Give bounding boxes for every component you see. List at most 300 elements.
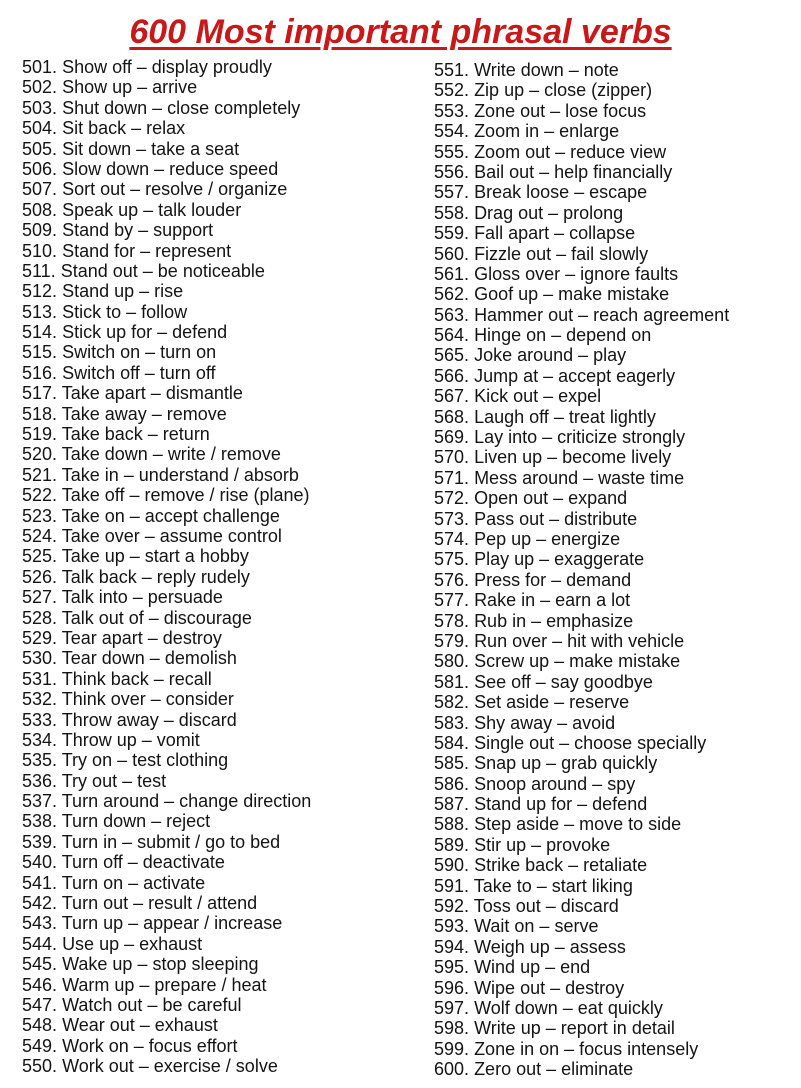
list-item [22,771,311,791]
phrasal-verb: Play up [474,549,535,570]
phrasal-verb: Zero out [474,1059,542,1080]
item-number: 549. [22,1035,58,1056]
verb-meaning: remove [166,403,227,424]
item-number: 548. [22,1015,58,1036]
item-number: 566. [434,365,470,386]
dash-separator: – [573,345,594,366]
verb-meaning: vomit [156,729,200,750]
page-title: 600 Most important phrasal verbs [129,13,672,51]
verb-meaning: test clothing [132,750,229,771]
list-item [434,121,729,141]
item-number: 597. [434,997,470,1018]
item-number: 552. [434,80,470,101]
phrasal-verb: Run over [474,630,548,651]
list-item [434,529,729,549]
list-item [434,264,729,284]
list-item [434,978,729,998]
phrasal-verb: Pep up [474,528,532,549]
dash-separator: – [530,671,551,692]
dash-separator: – [142,627,163,648]
dash-separator: – [546,325,567,346]
item-number: 588. [434,814,470,835]
item-number: 541. [22,872,58,893]
verb-meaning: support [153,220,214,241]
item-number: 572. [434,488,470,509]
item-number: 565. [434,345,470,366]
dash-separator: – [552,712,573,733]
phrasal-verb: Switch on [62,342,141,363]
phrasal-verb: Stand out [60,260,138,281]
verb-meaning: submit / go to bed [137,831,281,852]
phrasal-verb: Take in [61,464,119,485]
item-number: 542. [22,893,58,914]
verb-meaning: exhaust [139,933,203,954]
phrasal-verb: Stick up for [62,322,153,343]
list-item [434,611,729,631]
phrasal-verb: Watch out [62,994,143,1015]
item-number: 581. [434,671,470,692]
phrasal-verb: Take over [61,525,140,546]
list-item [22,383,311,403]
verb-meaning: escape [589,182,648,203]
dash-separator: – [131,57,152,77]
dash-separator: – [541,753,562,774]
list-item [434,162,729,182]
list-item [22,567,311,587]
dash-separator: – [133,220,154,241]
verb-meaning: talk louder [158,199,242,220]
phrasal-verb: Sort out [62,179,126,200]
phrasal-verb: Zoom in [474,121,540,142]
item-number: 598. [434,1018,470,1039]
verb-meaning: consider [165,689,234,710]
phrasal-verb: Wipe out [474,977,546,998]
phrasal-verb: Turn in [61,831,118,852]
phrasal-verb: Toss out [473,896,541,917]
verb-meaning: return [162,424,210,445]
list-item [434,957,729,977]
phrasal-verb: Turn down [61,811,147,832]
verb-meaning: depend on [566,325,652,346]
item-number: 515. [22,342,58,363]
dash-separator: – [545,977,566,998]
item-number: 535. [22,750,58,771]
verb-meaning: close (zipper) [544,80,653,101]
list-item [434,1039,729,1059]
phrasal-verb: Take to [473,875,532,896]
phrasal-verb: Sit back [62,118,127,139]
verb-meaning: distribute [564,508,638,529]
verb-meaning: play [593,345,627,366]
item-number: 569. [434,427,470,448]
dash-separator: – [138,199,159,220]
phrasal-verb: Try on [61,750,113,771]
phrasal-verb: Think over [61,689,146,710]
verb-meaning: spy [607,773,636,794]
item-number: 593. [434,916,470,937]
dash-separator: – [117,831,138,852]
item-number: 513. [22,301,58,322]
verb-meaning: earn a lot [555,590,631,611]
phrasal-verb: Hammer out [474,304,574,325]
dash-separator: – [540,957,561,978]
phrasal-verb: Liven up [474,447,543,468]
item-number: 554. [434,121,470,142]
list-item [22,954,311,974]
list-item [22,363,311,383]
phrasal-verb: Throw up [61,729,137,750]
item-number: 525. [22,546,58,567]
phrasal-verb: Drag out [474,202,544,223]
phrasal-verb: Show off [62,57,132,77]
verb-meaning: treat lightly [568,406,656,427]
dash-separator: – [144,648,165,669]
list-item [22,424,311,444]
dash-separator: – [123,913,144,934]
dash-separator: – [134,281,155,302]
verb-meaning: appear / increase [143,913,283,934]
dash-separator: – [554,732,575,753]
list-item [22,261,311,281]
dash-separator: – [136,729,157,750]
verb-meaning: stop sleeping [152,954,259,975]
phrasal-verb: Switch off [62,362,140,383]
dash-separator: – [134,1015,155,1036]
list-item [434,692,729,712]
dash-separator: – [139,525,160,546]
verb-meaning: reduce speed [169,158,279,179]
item-number: 550. [22,1056,58,1077]
list-item [22,852,311,872]
phrasal-verb: Take apart [61,383,146,404]
item-number: 507. [22,179,58,200]
list-item [22,139,311,159]
verb-meaning: prolong [563,202,624,223]
item-number: 557. [434,182,470,203]
verb-meaning: destroy [565,977,625,998]
verb-meaning: display proudly [151,57,272,77]
phrasal-verb: Mess around [474,467,579,488]
item-number: 579. [434,630,470,651]
phrasal-verb: Talk into [61,587,128,608]
list-item [22,404,311,424]
dash-separator: – [124,505,145,526]
phrasal-verb: Press for [474,569,547,590]
list-item [434,794,729,814]
list-item [22,220,311,240]
phrasal-verb: Wolf down [474,997,558,1018]
dash-separator: – [547,630,568,651]
phrasal-verb: Take away [61,403,147,424]
list-item [22,57,311,77]
verb-meaning: eliminate [561,1059,634,1080]
item-number: 594. [434,936,470,957]
dash-separator: – [145,383,166,404]
item-number: 570. [434,447,470,468]
item-number: 512. [22,281,58,302]
list-item [434,203,729,223]
list-item [434,366,729,386]
phrasal-verb: Warm up [62,974,135,995]
verb-meaning: write / remove [167,444,281,465]
item-number: 546. [22,974,58,995]
item-number: 508. [22,199,58,220]
dash-separator: – [145,689,166,710]
verb-meaning: make mistake [558,284,670,305]
dash-separator: – [140,342,161,363]
item-number: 524. [22,525,58,546]
phrasal-verb: Weigh up [474,936,550,957]
item-number: 585. [434,753,470,774]
item-number: 562. [434,284,470,305]
verb-meaning: collapse [569,223,636,244]
phrasal-verb: Take down [61,444,148,465]
verb-meaning: fail slowly [571,243,649,264]
phrasal-verb: Snoop around [474,773,588,794]
list-item [434,1018,729,1038]
list-item [22,648,311,668]
phrasal-verb: Show up [62,77,133,98]
dash-separator: – [121,301,142,322]
phrasal-verb: Stand for [62,240,136,261]
list-item [434,80,729,100]
phrasal-verb: Take on [61,505,125,526]
verb-meaning: avoid [572,712,616,733]
item-number: 555. [434,141,470,162]
verb-meaning: arrive [152,77,198,98]
phrasal-verb: Single out [474,732,555,753]
dash-separator: – [569,182,590,203]
phrasal-verb: Take back [61,424,143,445]
dash-separator: – [537,427,558,448]
verb-meaning: help financially [554,161,673,182]
verb-meaning: waste time [598,467,685,488]
list-item [22,587,311,607]
phrasal-verb: Turn around [61,791,160,812]
phrasal-verb: Sit down [62,138,132,159]
list-item [22,811,311,831]
list-item [434,713,729,733]
verb-meaning: grab quickly [561,753,658,774]
list-item [434,509,729,529]
dash-separator: – [159,791,180,812]
list-item [434,916,729,936]
phrasal-verb: Speak up [62,199,139,220]
dash-separator: – [534,916,555,937]
list-item [22,832,311,852]
verb-meaning: reduce view [570,141,667,162]
item-number: 578. [434,610,470,631]
list-item [434,1059,729,1079]
phrasal-verb: Screw up [474,651,550,672]
item-number: 505. [22,138,58,159]
list-item [434,570,729,590]
list-item [434,937,729,957]
dash-separator: – [137,260,158,281]
dash-separator: – [146,403,167,424]
dash-separator: – [142,994,163,1015]
list-item [22,98,311,118]
item-number: 531. [22,668,58,689]
verb-meaning: discard [178,709,237,730]
phrasal-verb: Rake in [474,590,536,611]
dash-separator: – [124,546,145,567]
item-number: 600. [434,1059,470,1080]
verb-meaning: destroy [162,627,222,648]
list-item [434,774,729,794]
list-item [22,506,311,526]
list-item [434,386,729,406]
list-item [434,733,729,753]
list-item [434,814,729,834]
item-number: 580. [434,651,470,672]
phrasal-verb: Stir up [474,834,527,855]
list-item [22,179,311,199]
item-number: 559. [434,223,470,244]
dash-separator: – [133,1056,154,1077]
list-item [22,200,311,220]
verb-meaning: focus effort [148,1035,238,1056]
dash-separator: – [549,651,570,672]
item-number: 514. [22,322,58,343]
item-number: 586. [434,773,470,794]
list-item [434,101,729,121]
dash-separator: – [112,750,133,771]
verb-meaning: make mistake [569,651,681,672]
item-number: 529. [22,627,58,648]
phrasal-verb: Wake up [62,954,133,975]
item-number: 532. [22,689,58,710]
phrasal-verb: Try out [61,770,118,791]
list-item [434,590,729,610]
verb-meaning: retaliate [583,855,648,876]
phrasal-verb: Stand by [62,220,134,241]
phrasal-verb: Set aside [474,692,550,713]
dash-separator: – [136,566,157,587]
item-number: 517. [22,383,58,404]
dash-separator: – [541,1059,562,1080]
item-number: 527. [22,587,58,608]
verb-meaning: criticize strongly [557,427,686,448]
verb-meaning: remove / rise (plane) [144,485,310,506]
item-number: 577. [434,590,470,611]
dash-separator: – [531,875,552,896]
list-item [22,322,311,342]
dash-separator: – [119,933,140,954]
list-item [434,182,729,202]
verb-meaning: turn off [159,362,216,383]
verb-meaning: enlarge [559,121,620,142]
list-item [22,526,311,546]
dash-separator: – [550,141,571,162]
dash-separator: – [132,954,153,975]
phrasal-verb: See off [474,671,531,692]
phrasal-verb: Zip up [474,80,525,101]
item-number: 518. [22,403,58,424]
phrasal-verb: Fall apart [474,223,550,244]
phrasal-verb: Tear apart [61,627,143,648]
verb-meaning: recall [168,668,212,689]
dash-separator: – [149,158,170,179]
item-number: 534. [22,729,58,750]
phrasal-verb: Turn on [61,872,124,893]
verb-meaning: close completely [167,97,301,118]
dash-separator: – [549,692,570,713]
dash-separator: – [128,893,149,914]
dash-separator: – [122,852,143,873]
phrasal-verb: Kick out [474,386,539,407]
list-item [22,913,311,933]
verb-meaning: end [560,957,591,978]
item-number: 521. [22,464,58,485]
item-number: 592. [434,896,470,917]
dash-separator: – [546,569,567,590]
item-number: 560. [434,243,470,264]
dash-separator: – [147,444,168,465]
phrasal-verb: Wind up [474,957,541,978]
dash-separator: – [148,668,169,689]
verb-meaning: hit with vehicle [567,630,685,651]
phrasal-verb: Write down [474,60,564,80]
dash-separator: – [123,872,144,893]
dash-separator: – [573,304,594,325]
item-number: 576. [434,569,470,590]
phrasal-verb: Joke around [474,345,574,366]
list-item [22,893,311,913]
dash-separator: – [134,974,155,995]
item-number: 587. [434,794,470,815]
verb-meaning: exercise / solve [153,1056,278,1077]
phrasal-verb: Zone out [474,100,546,121]
dash-separator: – [135,240,156,261]
item-number: 540. [22,852,58,873]
dash-separator: – [142,424,163,445]
dash-separator: – [548,488,569,509]
phrasal-verb: Tear down [61,648,145,669]
list-item [22,934,311,954]
item-number: 596. [434,977,470,998]
item-number: 504. [22,118,58,139]
list-item [434,244,729,264]
item-number: 590. [434,855,470,876]
list-item [22,750,311,770]
verb-meaning: become lively [562,447,672,468]
dash-separator: – [559,814,580,835]
dash-separator: – [557,997,578,1018]
list-item [22,444,311,464]
phrasal-verb: Lay into [474,427,538,448]
list-item [22,689,311,709]
phrasal-verb: Strike back [474,855,564,876]
dash-separator: – [572,794,593,815]
verb-meaning: say goodbye [550,671,653,692]
list-item [434,325,729,345]
phrasal-verb: Work out [62,1056,134,1077]
verb-meaning: expel [558,386,602,407]
list-item [22,1015,311,1035]
dash-separator: – [147,97,168,118]
list-item [434,672,729,692]
dash-separator: – [126,118,147,139]
verb-meaning: result / attend [148,893,258,914]
dash-separator: – [587,773,608,794]
dash-separator: – [524,80,545,101]
phrasal-verb: Turn up [61,913,124,934]
list-item [434,284,729,304]
phrasal-verb: Zone in on [474,1038,560,1059]
verb-meaning: accept challenge [144,505,280,526]
phrasal-verb: Think back [61,668,149,689]
